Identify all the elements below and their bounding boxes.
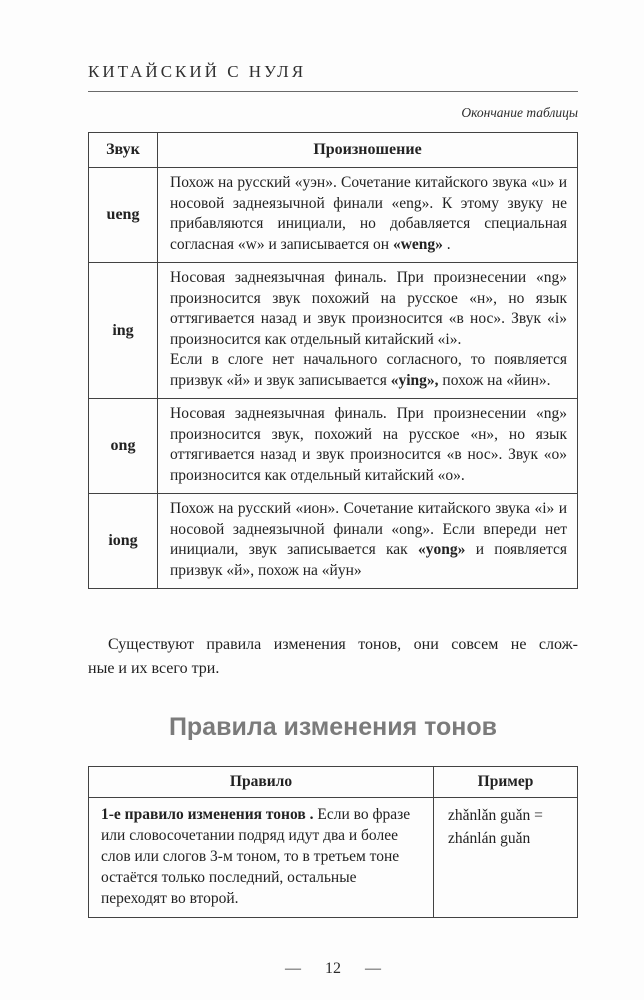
example-line: zhǎnlǎn guǎn =	[448, 807, 543, 824]
pron-text: похож на «йин».	[438, 371, 551, 389]
example-cell	[434, 798, 578, 918]
pron-bold-term: «ying»,	[390, 371, 439, 389]
rule-title: 1-е правило изменения тонов .	[101, 806, 314, 823]
pron-text: Похож на русский «ион». Сочетание китайского звука «i» и носовой заднеязычной финали «ong». Если впереди нет инициали, звук записывается как	[170, 500, 567, 558]
table-row	[89, 798, 578, 918]
running-head: КИТАЙСКИЙ С НУЛЯ	[88, 62, 578, 92]
sound-cell: ueng	[89, 168, 158, 263]
table-row	[89, 494, 578, 589]
section-heading: Правила изменения тонов	[168, 713, 498, 741]
rule-cell	[89, 798, 434, 918]
column-header-pronunciation: Произношение	[158, 133, 578, 168]
pron-text: Носовая заднеязычная финаль. При произнесении «ng» произносится звук, похожий на русское «н», но язык оттягивается назад и звук произносится «в нос». Звук «о» произносится как отдельный китайский «о».	[170, 405, 567, 484]
column-header-rule: Правило	[89, 767, 434, 798]
pronunciation-cell	[158, 494, 578, 589]
finals-table	[88, 132, 578, 589]
table-header-row	[89, 767, 578, 798]
pron-text: и появляется призвук «й», похож на «йун»	[170, 541, 567, 579]
footer-dash: —	[285, 960, 301, 977]
column-header-sound: Звук	[89, 133, 158, 168]
footer-dash: —	[365, 960, 381, 977]
page-number: 12	[325, 960, 341, 977]
pron-text: .	[442, 235, 451, 253]
rule-text: Если во фразе или словосочетании подряд идут два и более слов или слогов 3-м тоном, то в третьем тоне остаётся только последний, остальные переходят во второй.	[101, 806, 411, 907]
intro-paragraph	[88, 633, 578, 681]
intro-line: ные и их всего три.	[88, 660, 220, 677]
pron-text: Если в слоге нет начального согласного, то появляется призвук «й» и звук записывается	[170, 351, 567, 389]
sound-cell: iong	[89, 494, 158, 589]
table-row	[89, 399, 578, 494]
example-line: zhánlán guǎn	[448, 830, 531, 847]
pronunciation-cell	[158, 168, 578, 263]
table-continuation-note: Окончание таблицы	[461, 105, 578, 120]
sound-cell: ong	[89, 399, 158, 494]
page-footer	[88, 960, 578, 978]
intro-line: Существуют правила изменения тонов, они совсем не слож-	[108, 636, 578, 653]
table-row	[89, 168, 578, 263]
pronunciation-cell	[158, 263, 578, 399]
table-header-row	[89, 133, 578, 168]
pron-text: Похож на русский «уэн». Сочетание китайского звука «u» и носовой заднеязычной финали «eng». К этому звуку не прибавляются инициали, но добавляется специальная согласная «w» и записывается он	[170, 174, 567, 253]
pron-bold-term: «yong»	[418, 541, 466, 558]
sound-cell: ing	[89, 263, 158, 399]
table-row	[89, 263, 578, 399]
rules-table	[88, 766, 578, 918]
pron-bold-term: «weng»	[392, 235, 443, 253]
column-header-example: Пример	[434, 767, 578, 798]
pronunciation-cell	[158, 399, 578, 494]
pron-text: Носовая заднеязычная финаль. При произнесении «ng» произносится звук похожий на русское «н», но язык оттягивается назад и звук произносится «в нос». Звук «i» произносится как отдельный китайский «i».	[170, 269, 567, 348]
